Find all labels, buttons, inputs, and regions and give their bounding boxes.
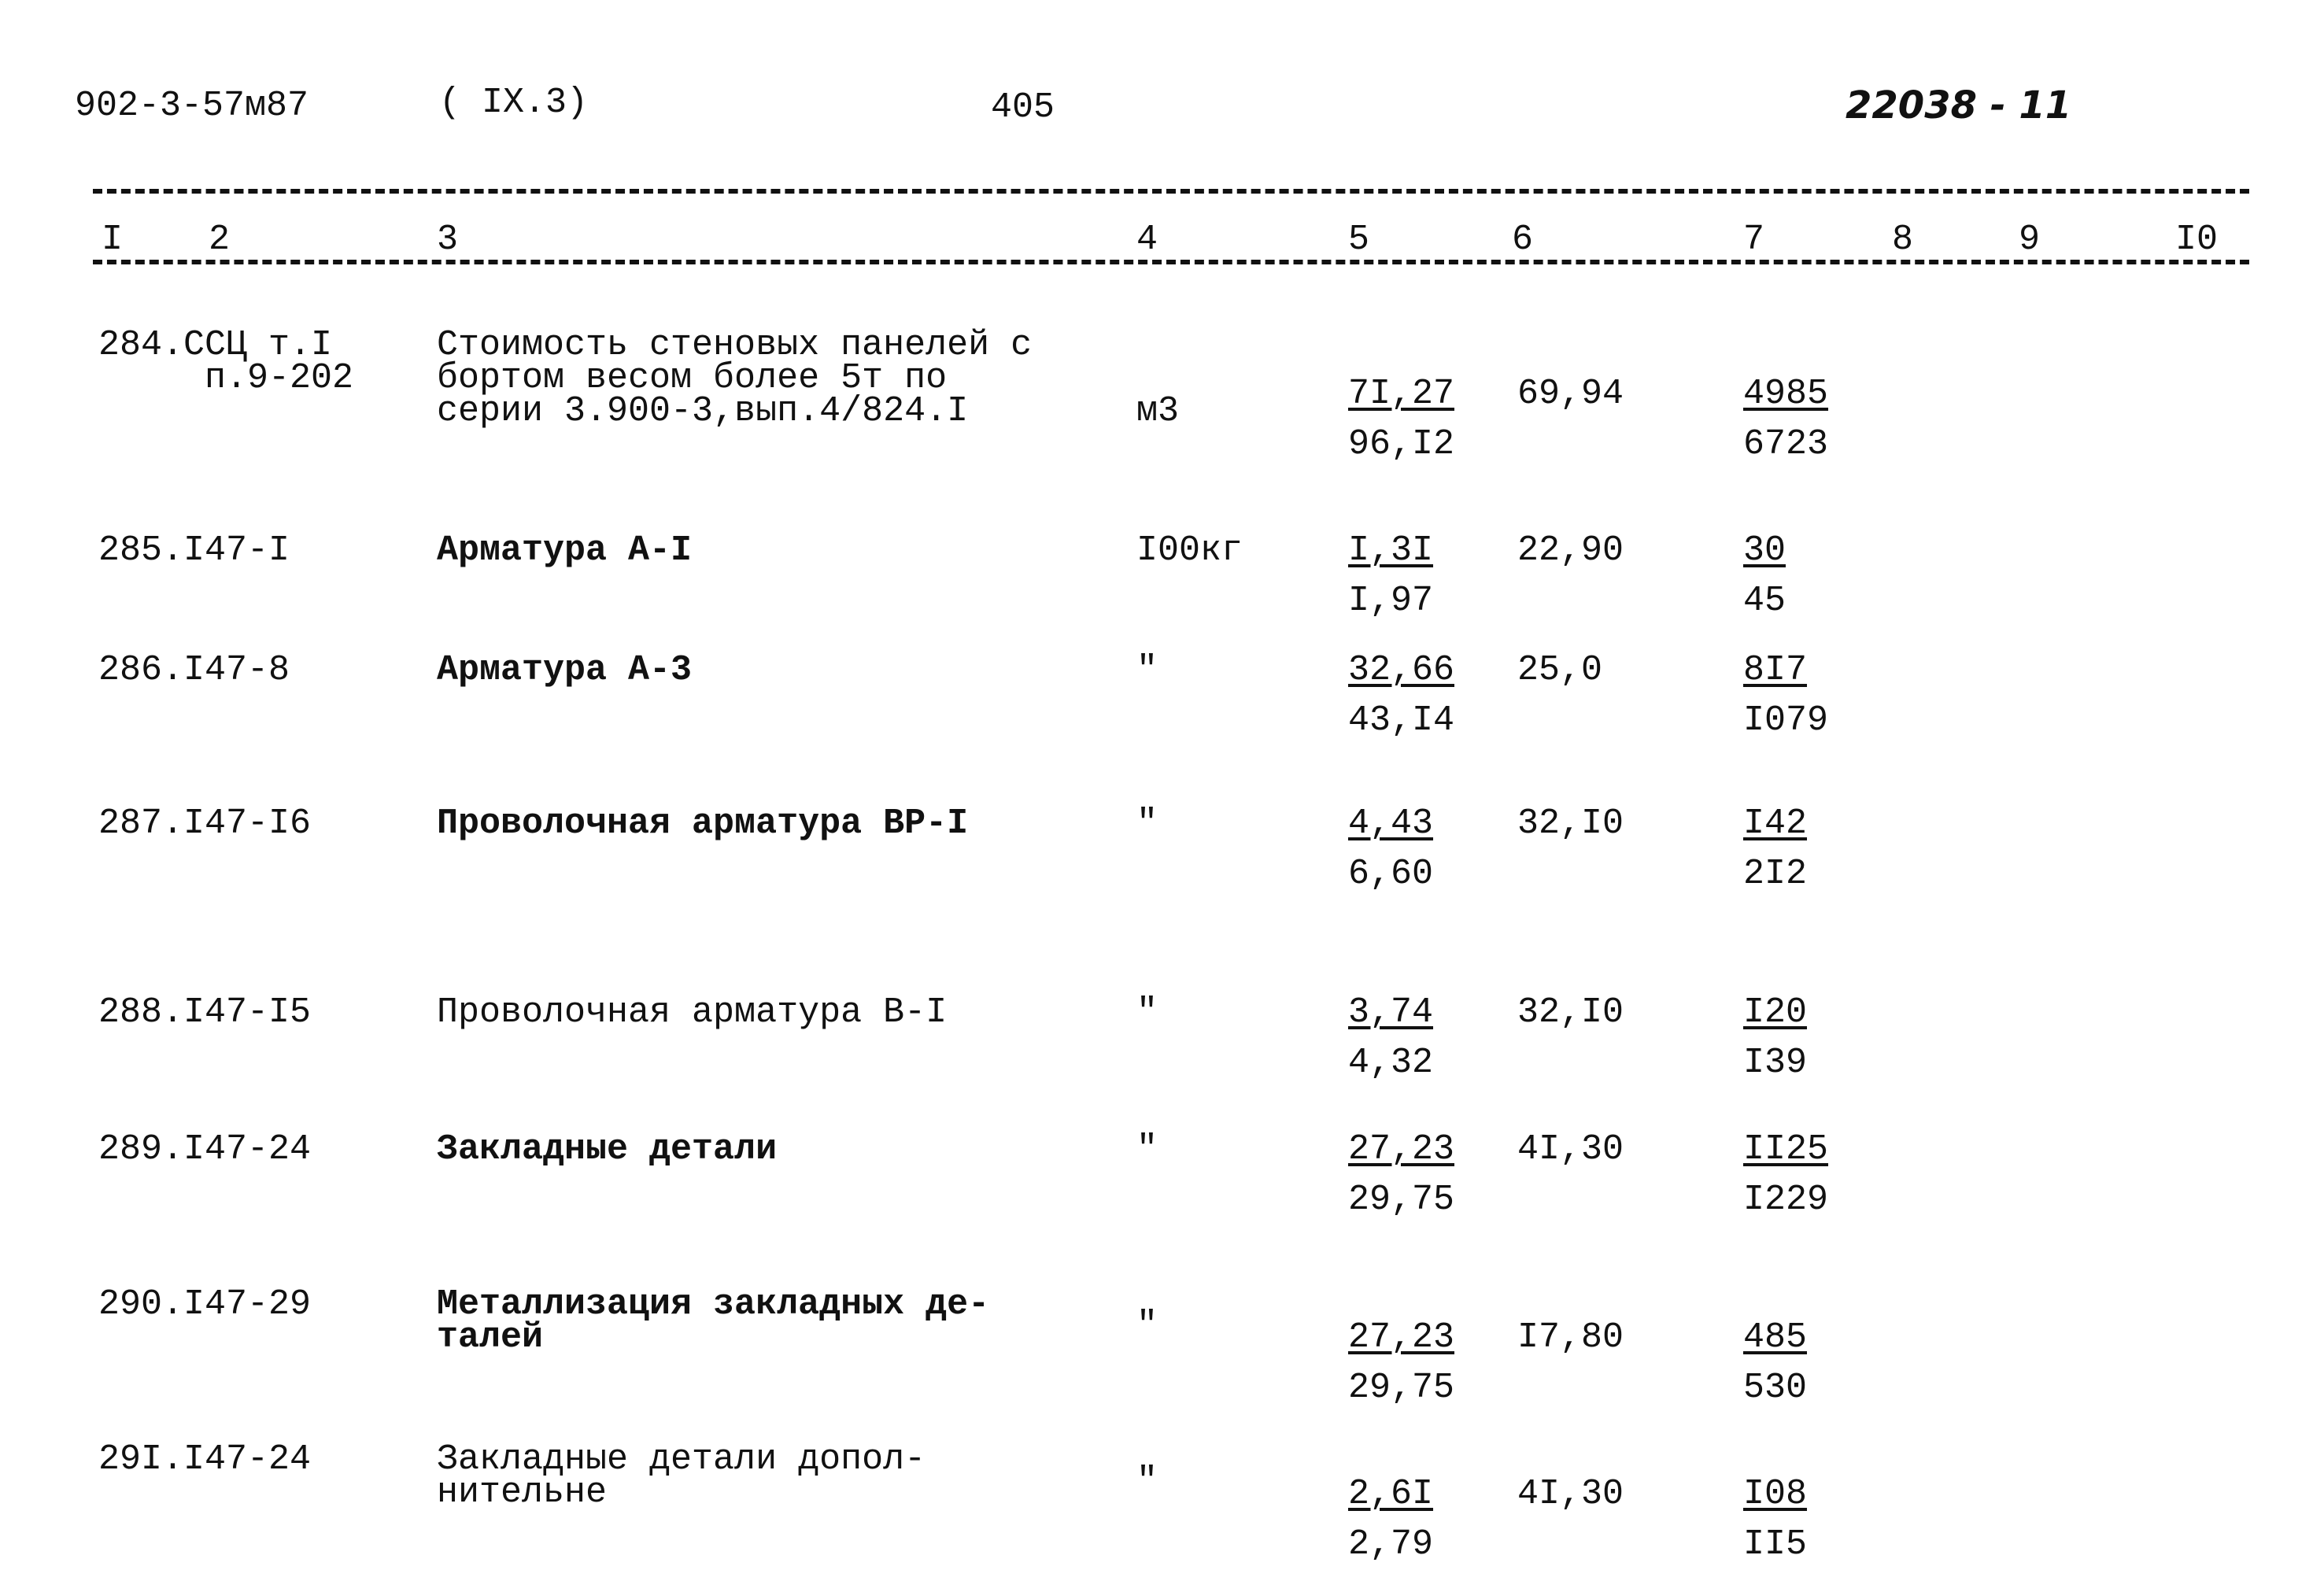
coefficient: 32,I0 bbox=[1517, 803, 1624, 844]
item-code: 285.I47-I bbox=[98, 530, 290, 571]
unit-cost-bottom: 43,I4 bbox=[1348, 700, 1455, 741]
coefficient: 69,94 bbox=[1517, 374, 1624, 414]
item-code: 287.I47-I6 bbox=[98, 803, 312, 844]
unit-cost-bottom: 29,75 bbox=[1348, 1368, 1455, 1408]
item-description: Проволочная арматура В-I bbox=[437, 992, 948, 1032]
total-bottom: 6723 bbox=[1743, 424, 1829, 464]
coefficient: 4I,30 bbox=[1517, 1129, 1624, 1169]
unit-cost-top: 3,74 bbox=[1348, 992, 1434, 1032]
item-code: 29I.I47-24 bbox=[98, 1439, 312, 1479]
item-description: Проволочная арматура ВР-I bbox=[437, 803, 969, 844]
project-code: 902-3-57м87 bbox=[75, 86, 309, 126]
unit-cost-top: 32,66 bbox=[1348, 650, 1455, 690]
total-top: 4985 bbox=[1743, 374, 1829, 414]
column-header-9: 9 bbox=[2019, 220, 2041, 260]
item-description: нительне bbox=[437, 1472, 608, 1513]
unit-cost-top: I,3I bbox=[1348, 530, 1434, 571]
column-header-7: 7 bbox=[1743, 220, 1765, 260]
header-divider bbox=[93, 260, 2249, 264]
column-header-8: 8 bbox=[1892, 220, 1914, 260]
column-header-4: 4 bbox=[1136, 220, 1158, 260]
unit: " bbox=[1136, 803, 1158, 844]
coefficient: 4I,30 bbox=[1517, 1474, 1624, 1514]
total-top: I20 bbox=[1743, 992, 1808, 1032]
unit-cost-bottom: 4,32 bbox=[1348, 1043, 1434, 1083]
column-header-3: 3 bbox=[437, 220, 459, 260]
item-description: Стоимость стеновых панелей с bbox=[437, 325, 1033, 365]
total-top: I08 bbox=[1743, 1474, 1808, 1514]
total-bottom: 45 bbox=[1743, 581, 1786, 621]
item-code: 288.I47-I5 bbox=[98, 992, 312, 1032]
total-bottom: I229 bbox=[1743, 1180, 1829, 1220]
total-bottom: II5 bbox=[1743, 1524, 1808, 1564]
total-top: 8I7 bbox=[1743, 650, 1808, 690]
item-description: Арматура А-I bbox=[437, 530, 693, 571]
total-bottom: 2I2 bbox=[1743, 854, 1808, 894]
column-header-2: 2 bbox=[209, 220, 231, 260]
total-top: I42 bbox=[1743, 803, 1808, 844]
unit-cost-bottom: 29,75 bbox=[1348, 1180, 1455, 1220]
column-header-6: 6 bbox=[1512, 220, 1534, 260]
unit: " bbox=[1136, 1129, 1158, 1169]
unit-cost-top: 2,6I bbox=[1348, 1474, 1434, 1514]
unit: " bbox=[1136, 650, 1158, 690]
coefficient: 25,0 bbox=[1517, 650, 1603, 690]
unit: I00кг bbox=[1136, 530, 1243, 571]
top-divider bbox=[93, 189, 2249, 194]
column-header-5: 5 bbox=[1348, 220, 1370, 260]
unit-cost-top: 27,23 bbox=[1348, 1129, 1455, 1169]
unit: м3 bbox=[1136, 391, 1180, 431]
unit: " bbox=[1136, 992, 1158, 1032]
total-bottom: I079 bbox=[1743, 700, 1829, 741]
item-description: Металлизация закладных де- bbox=[437, 1284, 990, 1324]
item-description: Закладные детали bbox=[437, 1129, 778, 1169]
column-header-1: I bbox=[102, 220, 124, 260]
item-description: серии 3.900-3,вып.4/824.I bbox=[437, 391, 969, 431]
unit-cost-top: 27,23 bbox=[1348, 1317, 1455, 1358]
item-description: талей bbox=[437, 1317, 544, 1358]
unit: " bbox=[1136, 1306, 1158, 1346]
total-bottom: 530 bbox=[1743, 1368, 1808, 1408]
unit: " bbox=[1136, 1461, 1158, 1502]
unit-cost-bottom: 2,79 bbox=[1348, 1524, 1434, 1564]
item-description: Закладные детали допол- bbox=[437, 1439, 926, 1479]
item-description: Арматура А-3 bbox=[437, 650, 693, 690]
item-code: 286.I47-8 bbox=[98, 650, 290, 690]
total-bottom: I39 bbox=[1743, 1043, 1808, 1083]
item-code: 289.I47-24 bbox=[98, 1129, 312, 1169]
unit-cost-top: 4,43 bbox=[1348, 803, 1434, 844]
total-top: 30 bbox=[1743, 530, 1786, 571]
column-header-10: I0 bbox=[2175, 220, 2219, 260]
unit-cost-bottom: 96,I2 bbox=[1348, 424, 1455, 464]
coefficient: 32,I0 bbox=[1517, 992, 1624, 1032]
handwritten-reference: 22038 - 11 bbox=[1846, 83, 2072, 127]
item-code: п.9-202 bbox=[98, 358, 354, 398]
page-number: 405 bbox=[991, 87, 1055, 127]
unit-cost-top: 7I,27 bbox=[1348, 374, 1455, 414]
coefficient: I7,80 bbox=[1517, 1317, 1624, 1358]
section-number: ( IX.3) bbox=[439, 83, 589, 123]
unit-cost-bottom: 6,60 bbox=[1348, 854, 1434, 894]
total-top: 485 bbox=[1743, 1317, 1808, 1358]
unit-cost-bottom: I,97 bbox=[1348, 581, 1434, 621]
coefficient: 22,90 bbox=[1517, 530, 1624, 571]
item-code: 290.I47-29 bbox=[98, 1284, 312, 1324]
total-top: II25 bbox=[1743, 1129, 1829, 1169]
item-description: бортом весом более 5т по bbox=[437, 358, 948, 398]
item-code: 284.ССЦ т.I bbox=[98, 325, 333, 365]
